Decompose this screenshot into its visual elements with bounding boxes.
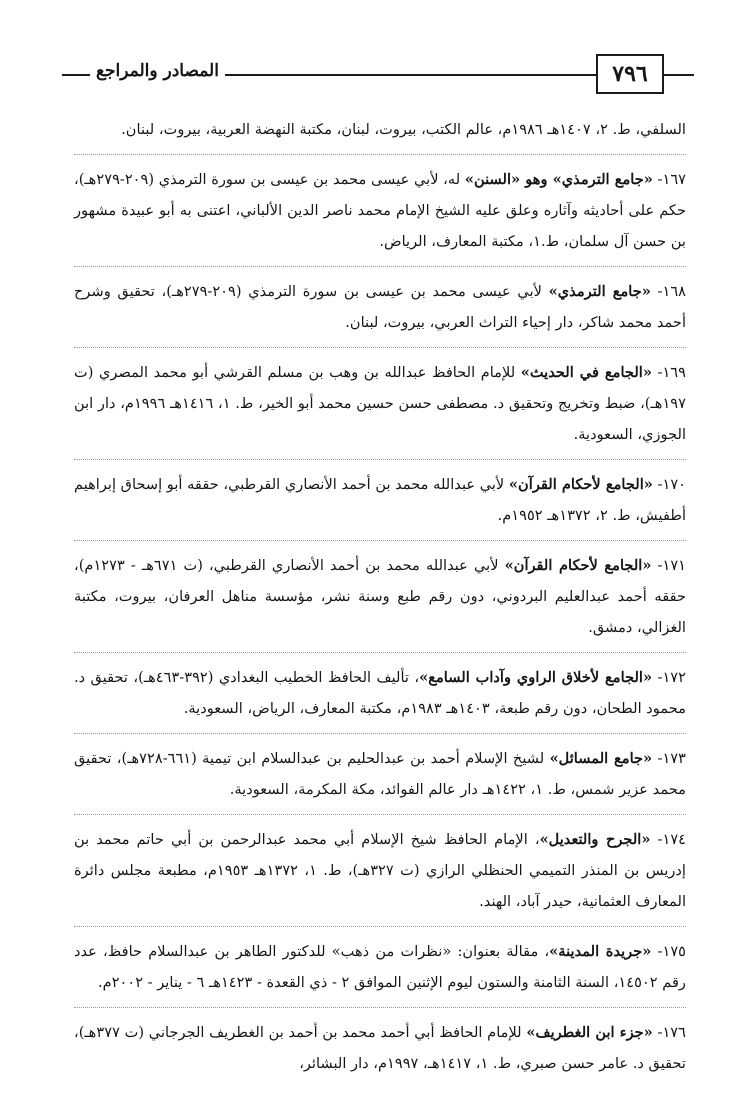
page-number: ٧٩٦ <box>596 54 664 94</box>
entry-title: «الجامع في الحديث» <box>520 364 652 381</box>
entry-number: ١٧٢- <box>652 669 686 686</box>
reference-entry <box>74 266 686 338</box>
entry-number: ١٧٦- <box>652 1024 686 1041</box>
entry-title: «الجامع لأحكام القرآن» <box>504 557 652 574</box>
entry-text: ، الإمام الحافظ شيخ الإسلام أبي محمد عبدالرحمن بن أبي حاتم محمد بن إدريس بن المنذر التميمي الحنظلي الرازي (ت ٣٢٧هـ)، ط. ١، ١٣٧٢هـ ١٩٥٣م، مطبعة مجلس دائرة المعارف العثمانية، حيدر آباد، الهند. <box>74 831 686 910</box>
reference-entry <box>74 347 686 450</box>
entry-text: لأبي عيسى محمد بن عيسى بن سورة الترمذي (٢٠٩-٢٧٩هـ)، تحقيق وشرح أحمد محمد شاكر، دار إحياء التراث العربي، بيروت، لبنان. <box>74 283 686 331</box>
reference-entry <box>74 926 686 998</box>
entry-title: «الجامع لأخلاق الراوي وآداب السامع» <box>419 669 653 686</box>
running-title: المصادر والمراجع <box>90 61 225 81</box>
entry-text: لأبي عبدالله محمد بن أحمد الأنصاري القرطبي، (ت ٦٧١هـ - ١٢٧٣م)، حققه أحمد عبدالعليم البردوني، دون رقم طبع وسنة نشر، مؤسسة مناهل العرفان، بيروت، مكتبة الغزالي، دمشق. <box>74 557 686 636</box>
entry-number: ١٦٩- <box>651 364 686 381</box>
entry-text: للإمام الحافظ عبدالله بن وهب بن مسلم القرشي أبو محمد المصري (ت ١٩٧هـ)، ضبط وتخريج وتحقيق د. مصطفى حسن حسين محمد أبو الخير، ط. ١، ١٤١٦هـ ١٩٩٦م، دار ابن الجوزي، السعودية. <box>74 364 686 443</box>
header-rule <box>664 74 694 76</box>
reference-entry <box>74 814 686 917</box>
reference-entry <box>74 733 686 805</box>
entry-title: «جامع الترمذي» وهو «السنن» <box>464 171 653 188</box>
entry-number: ١٧٣- <box>652 750 686 767</box>
entry-text: السلفي، ط. ٢، ١٤٠٧هـ ١٩٨٦م، عالم الكتب، بيروت، لبنان، مكتبة النهضة العربية، بيروت، لبنان. <box>121 121 686 138</box>
entry-title: «الجامع لأحكام القرآن» <box>508 476 653 493</box>
entry-title: «جامع الترمذي» <box>548 283 651 300</box>
entry-number: ١٦٧- <box>652 171 687 188</box>
entry-number: ١٧٠- <box>652 476 687 493</box>
entry-text: للإمام الحافظ أبي أحمد محمد بن أحمد بن الغطريف الجرجاني (ت ٣٧٧هـ)، تحقيق د. عامر حسن صبري، ط. ١، ١٤١٧هـ، ١٩٩٧م، دار البشائر، <box>74 1024 686 1072</box>
references-list <box>74 114 686 1079</box>
entry-text: لأبي عبدالله محمد بن أحمد الأنصاري القرطبي، حققه أبو إسحاق إبراهيم أطفيش، ط. ٢، ١٣٧٢هـ ١٩٥٢م. <box>74 476 686 524</box>
entry-text: ، مقالة بعنوان: «نظرات من ذهب» للدكتور الطاهر بن عبدالسلام حافظ، عدد رقم ١٤٥٠٢، السنة الثامنة والستون ليوم الإثنين الموافق ٢ - ذي القعدة - ١٤٢٣هـ ٦ - يناير - ٢٠٠٢م. <box>74 943 686 991</box>
page-header <box>62 54 694 94</box>
entry-title: «جريدة المدينة» <box>549 943 652 960</box>
reference-entry <box>74 1007 686 1079</box>
entry-title: «جامع المسائل» <box>549 750 653 767</box>
entry-text: لشيخ الإسلام أحمد بن عبدالحليم بن عبدالسلام ابن تيمية (٦٦١-٧٢٨هـ)، تحقيق محمد عزير شمس، ط. ١، ١٤٢٢هـ دار عالم الفوائد، مكة المكرمة، السعودية. <box>74 750 686 798</box>
reference-entry <box>74 652 686 724</box>
entry-title: «الجرح والتعديل» <box>539 831 651 848</box>
entry-text: ، تأليف الحافظ الخطيب البغدادي (٣٩٢-٤٦٣هـ)، تحقيق د. محمود الطحان، دون رقم طبعة، ١٤٠٣هـ ١٩٨٣م، مكتبة المعارف، الرياض، السعودية. <box>74 669 686 717</box>
reference-entry <box>74 540 686 643</box>
entry-number: ١٧٤- <box>650 831 687 848</box>
entry-number: ١٧٥- <box>651 943 687 960</box>
entry-text: له، لأبي عيسى محمد بن عيسى بن سورة الترمذي (٢٠٩-٢٧٩هـ)، حكم على أحاديثه وآثاره وعلق عليه الشيخ الإمام محمد ناصر الدين الألباني، اعتنى به أبو عبيدة مشهور بن حسن آل سلمان، ط.١، مكتبة المعارف، الرياض. <box>74 171 686 250</box>
reference-entry <box>74 114 686 145</box>
reference-entry <box>74 459 686 531</box>
entry-title: «جزء ابن الغطريف» <box>526 1024 653 1041</box>
entry-number: ١٧١- <box>651 557 686 574</box>
reference-entry <box>74 154 686 257</box>
entry-number: ١٦٨- <box>650 283 687 300</box>
